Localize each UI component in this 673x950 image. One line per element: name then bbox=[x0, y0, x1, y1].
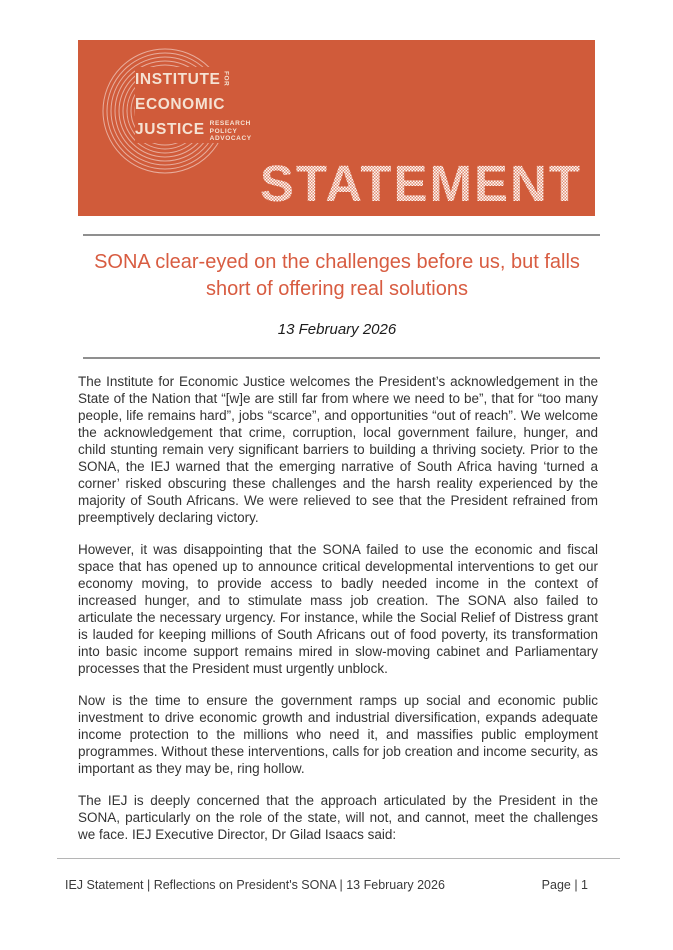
footer-divider bbox=[57, 858, 620, 859]
logo-tagline-advocacy: ADVOCACY bbox=[209, 135, 252, 142]
footer-page-number: Page | 1 bbox=[541, 878, 588, 892]
logo-word-economic: ECONOMIC bbox=[135, 96, 226, 113]
banner-statement-word: STATEMENT bbox=[259, 155, 582, 212]
divider-above-title bbox=[83, 234, 600, 236]
logo-tagline-policy: POLICY bbox=[209, 127, 238, 135]
logo-word-justice: JUSTICE bbox=[135, 121, 205, 138]
paragraph-1: The Institute for Economic Justice welcomes the President’s acknowledgement in the State of the Nation that “[w]e are still far from where we need to be”, that for “too many people, life remains hard”, jobs “scarce”, and opportunities “out of reach”. We welcome the acknowledgement that crime, corruption, local government failure, hunger, and child stunting remain very significant barriers to building a thriving society. Prior to the SONA, the IEJ warned that the emerging narrative of South Africa having ‘turned a corner’ risked obscuring these challenges and the harsh reality experienced by the majority of South Africans. We were relieved to see that the President refrained from preemptively declaring victory. bbox=[78, 374, 598, 525]
logo-tagline-research: RESEARCH bbox=[209, 120, 251, 127]
paragraph-3: Now is the time to ensure the government ramps up social and economic public investment to drive economic growth and industrial diversification, expands adequate income protection to the millions who need it, and massifies public employment programmes. Without these interventions, calls for job creation and income security, as important as they may be, ring hollow. bbox=[78, 693, 598, 776]
iej-logo bbox=[135, 67, 255, 143]
document-body bbox=[78, 373, 598, 858]
paragraph-2: However, it was disappointing that the SONA failed to use the economic and fiscal space that has opened up to announce critical developmental interventions to get our economy moving, to provide access to badly needed income in the context of increased hunger, and to stimulate mass job creation. The SONA also failed to articulate the necessary urgency. For instance, while the Social Relief of Distress grant is lauded for keeping millions of South Africans out of food poverty, its transformation into basic income support remains mired in slow-moving cabinet and Parliamentary processes that the President must urgently unblock. bbox=[78, 542, 598, 676]
logo-line-institute bbox=[135, 67, 232, 92]
document-date: 13 February 2026 bbox=[277, 321, 397, 338]
page-title: SONA clear-eyed on the challenges before us, but falls short of offering real solutions bbox=[94, 251, 580, 300]
logo-word-institute: INSTITUTE bbox=[135, 71, 221, 88]
logo-line-economic bbox=[135, 92, 228, 117]
statement-banner bbox=[78, 40, 595, 216]
divider-below-date bbox=[83, 357, 600, 359]
footer-statement-info: IEJ Statement | Reflections on President's SONA | 13 February 2026 bbox=[65, 878, 445, 892]
logo-word-for: FOR bbox=[222, 71, 230, 87]
logo-line-justice bbox=[135, 117, 255, 143]
paragraph-4: The IEJ is deeply concerned that the approach articulated by the President in the SONA, particularly on the role of the state, will not, and cannot, meet the challenges we face. IEJ Executive Director, Dr Gilad Isaacs said: bbox=[78, 793, 598, 842]
logo-tagline bbox=[210, 120, 252, 143]
page-footer bbox=[65, 878, 588, 892]
